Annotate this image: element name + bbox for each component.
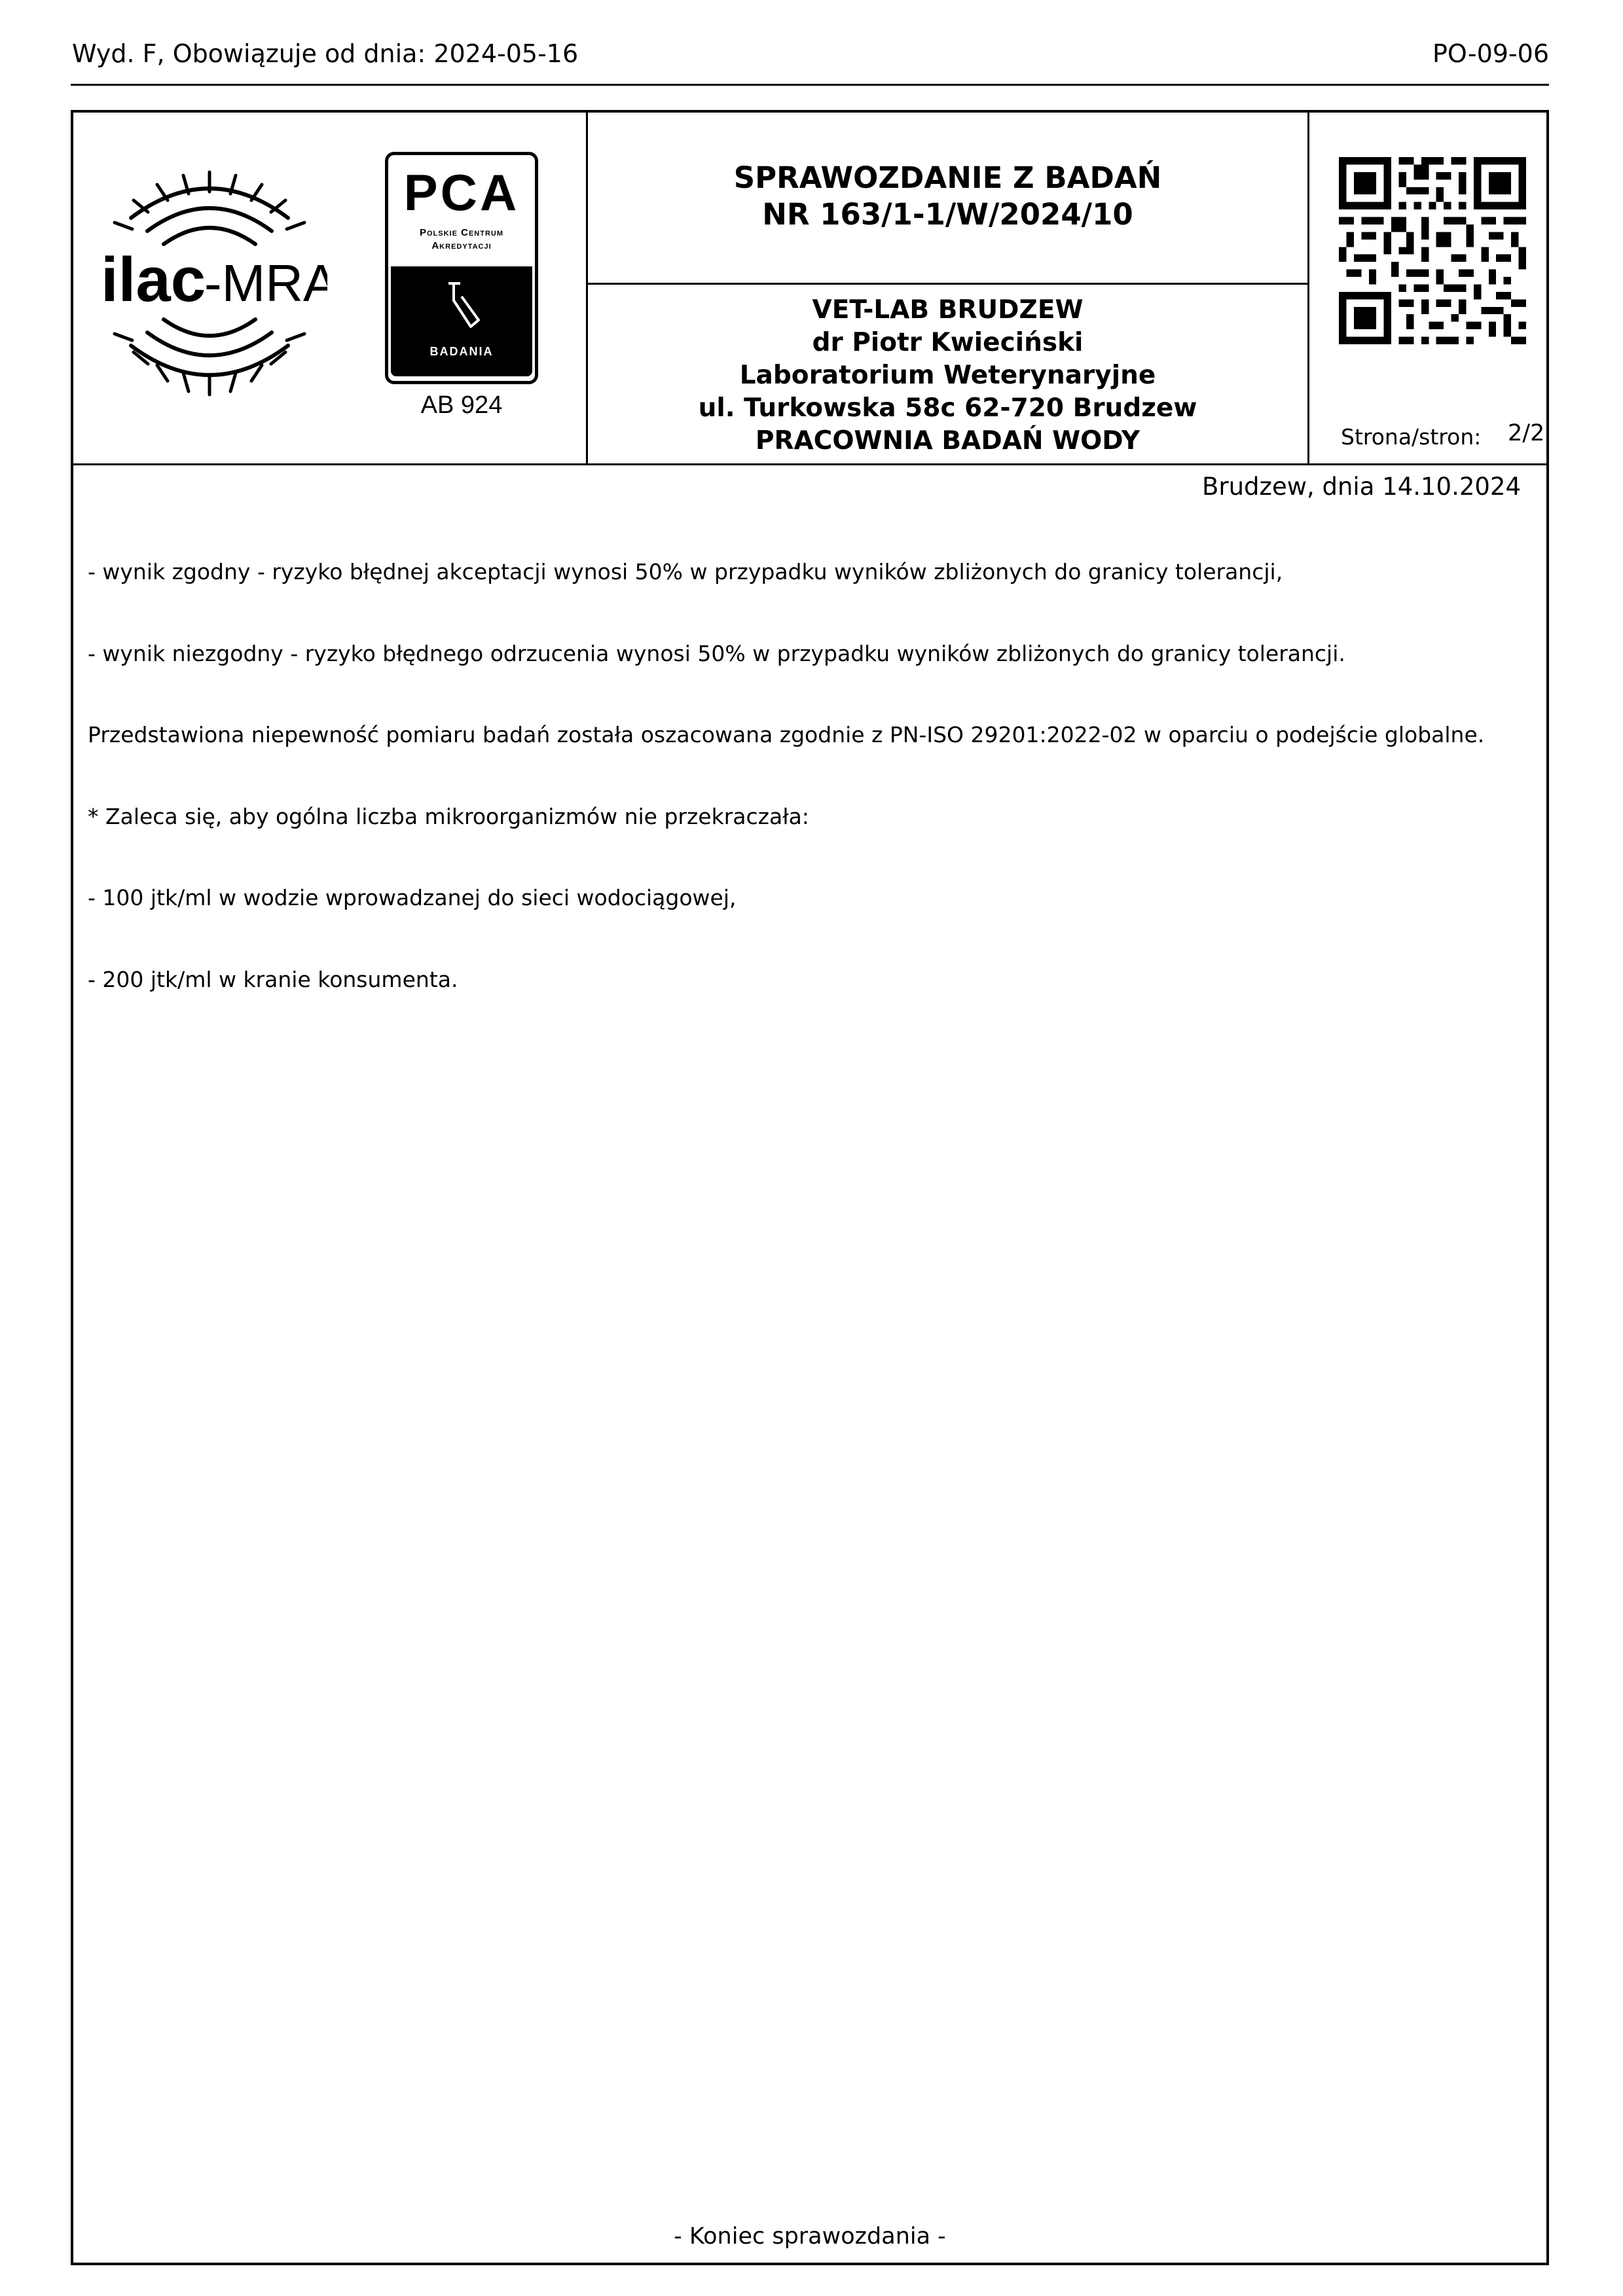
grid-line bbox=[1307, 110, 1309, 465]
page-number: 2/2 bbox=[1508, 420, 1545, 446]
grid-line bbox=[71, 463, 1549, 465]
flask-icon bbox=[442, 281, 481, 333]
header-divider bbox=[71, 84, 1549, 86]
report-title-line1: SPRAWOZDANIE Z BADAŃ bbox=[733, 160, 1162, 195]
ilac-text: ilac bbox=[101, 245, 206, 315]
notes bbox=[88, 504, 1484, 1020]
note-line: Przedstawiona niepewność pomiaru badań została oszacowana zgodnie z PN-ISO 29201:2022-02 w oparciu o podejście globalne. bbox=[88, 722, 1485, 747]
page-label: Strona/stron: bbox=[1341, 424, 1482, 450]
lab-type: Laboratorium Weterynaryjne bbox=[739, 361, 1156, 390]
note-line: - wynik niezgodny - ryzyko błędnego odrzucenia wynosi 50% w przypadku wyników zbliżonych do granicy tolerancji. bbox=[88, 640, 1345, 666]
ilac-mra-logo bbox=[92, 162, 327, 404]
pca-name-line2: Akredytacji bbox=[431, 240, 492, 251]
lab-address: ul. Turkowska 58c 62-720 Brudzew bbox=[698, 393, 1197, 423]
note-line: - 100 jtk/ml w wodzie wprowadzanej do sieci wodociągowej, bbox=[88, 885, 737, 910]
report-title bbox=[588, 160, 1307, 233]
pca-name-line1: Polskie Centrum bbox=[419, 227, 503, 238]
report-number: NR 163/1-1/W/2024/10 bbox=[762, 197, 1133, 232]
date-place: Brudzew, dnia 14.10.2024 bbox=[1202, 473, 1521, 501]
mra-text: -MRA bbox=[204, 254, 327, 312]
edition-info: Wyd. F, Obowiązuje od dnia: 2024-05-16 bbox=[72, 39, 579, 68]
lab-department: PRACOWNIA BADAŃ WODY bbox=[755, 426, 1140, 456]
accreditation-number: AB 924 bbox=[420, 391, 503, 419]
note-line: - wynik zgodny - ryzyko błędnej akceptacji wynosi 50% w przypadku wyników zbliżonych do granicy tolerancji, bbox=[88, 559, 1283, 584]
grid-line bbox=[586, 283, 1309, 285]
lab-name: VET-LAB BRUDZEW bbox=[812, 295, 1084, 325]
pca-logo bbox=[385, 152, 538, 384]
note-line: * Zaleca się, aby ogólna liczba mikroorganizmów nie przekraczała: bbox=[88, 803, 809, 829]
document-code: PO-09-06 bbox=[1432, 39, 1549, 68]
report-end: - Koniec sprawozdania - bbox=[674, 2223, 946, 2250]
pca-badge-label: BADANIA bbox=[429, 345, 494, 358]
lab-info bbox=[588, 294, 1307, 457]
pca-badge bbox=[391, 266, 532, 376]
qr-code bbox=[1339, 157, 1526, 344]
pca-letters: PCA bbox=[403, 164, 520, 221]
lab-owner: dr Piotr Kwieciński bbox=[812, 328, 1084, 357]
note-line: - 200 jtk/ml w kranie konsumenta. bbox=[88, 966, 458, 992]
